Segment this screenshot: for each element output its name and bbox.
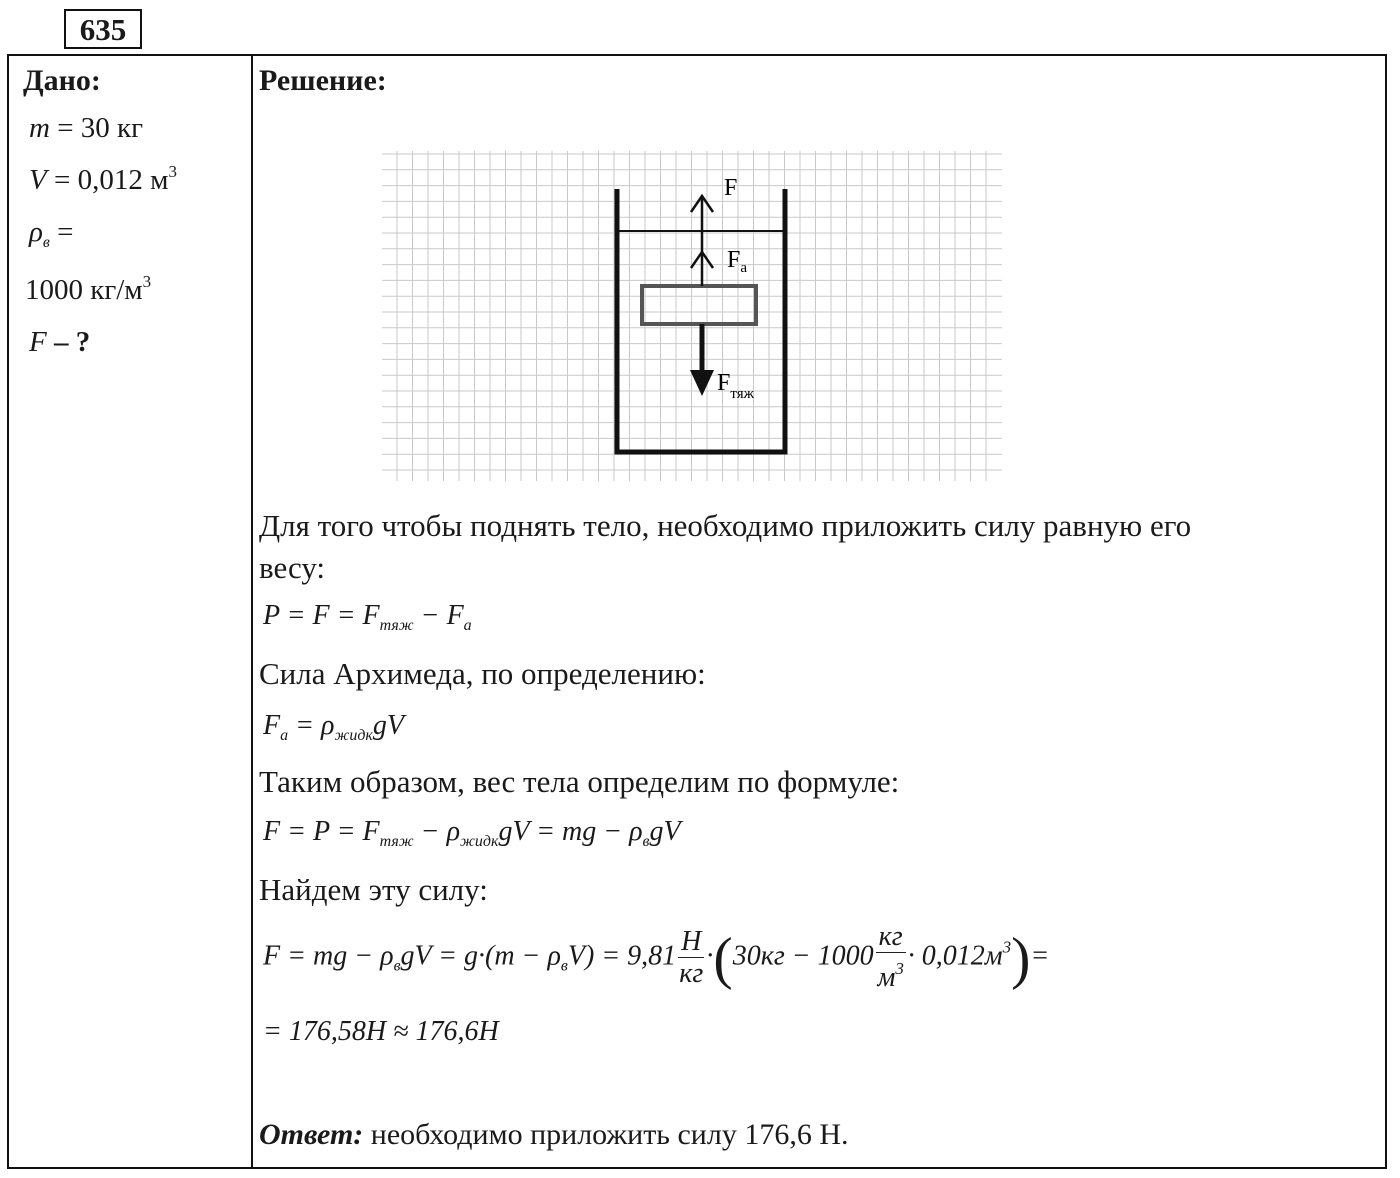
formula4-exp: 3	[1002, 937, 1012, 957]
formula-result: = 176,58H ≈ 176,6H	[263, 1016, 499, 1047]
frac1-denominator: кг	[679, 957, 704, 989]
force-diagram	[377, 146, 1007, 491]
formula2-part-c: gV	[372, 710, 405, 741]
given-density-value	[25, 272, 151, 307]
density-value: 1000 кг/м	[25, 274, 143, 306]
fraction-n-per-kg	[678, 927, 704, 990]
formula4-part-c: V) = 9,81	[567, 940, 677, 972]
formula2-sub-b: жидк	[334, 727, 373, 744]
density-symbol: ρ	[29, 216, 43, 248]
formula1-sub1: тяж	[379, 617, 414, 634]
frac1-numerator: H	[678, 927, 704, 958]
volume-exponent: 3	[168, 162, 177, 181]
frac2-denominator	[876, 953, 906, 994]
formula-calculation	[263, 922, 1049, 994]
volume-value: = 0,012 м	[53, 164, 169, 196]
submerged-body	[642, 286, 756, 324]
density-subscript: в	[42, 234, 50, 251]
frac2-denominator-base: м	[877, 962, 896, 993]
formula4-equals: =	[1030, 940, 1050, 972]
problem-number: 635	[64, 9, 142, 49]
formula3-sub3: в	[642, 833, 650, 850]
grid-paper	[382, 151, 1002, 481]
solution-column	[259, 56, 1379, 1167]
formula-force	[263, 816, 681, 851]
formula1-mid: − F	[413, 600, 464, 631]
formula3-part-a: F = P = F	[263, 816, 380, 847]
para3: Таким образом, вес тела определим по формуле:	[259, 764, 900, 799]
answer-label: Ответ:	[259, 1118, 364, 1151]
para1-line2: весу:	[259, 550, 326, 585]
label-fa: $F_a$	[727, 247, 748, 276]
frac2-denominator-exp: 3	[895, 959, 904, 978]
formula4-part-b: gV = g·(m − ρ	[400, 940, 561, 972]
formula2-part-b: = ρ	[288, 710, 335, 741]
given-header: Дано:	[23, 64, 101, 97]
mass-symbol: m	[29, 112, 50, 144]
answer	[259, 1118, 849, 1152]
given-density	[29, 216, 73, 252]
label-f: F	[724, 175, 738, 201]
mass-value: = 30 кг	[57, 112, 144, 144]
force-ft-arrowhead	[690, 370, 714, 396]
formula4-part-f: · 0,012м	[907, 940, 1003, 972]
formula4-part-a: F = mg − ρ	[263, 940, 394, 972]
find-symbol: F	[29, 326, 47, 358]
given-volume	[29, 162, 177, 197]
right-paren: )	[1011, 925, 1031, 991]
formula-weight	[263, 600, 472, 635]
given-find	[29, 326, 90, 359]
density-equals: =	[57, 216, 74, 248]
label-ftyazh: $F_{тяж}$	[717, 370, 754, 402]
formula3-part-c: gV = mg − ρ	[498, 816, 643, 847]
solution-header: Решение:	[259, 64, 387, 97]
column-divider	[251, 56, 253, 1167]
formula3-part-d: gV	[649, 816, 681, 847]
answer-text: необходимо приложить силу 176,6 Н.	[363, 1118, 849, 1151]
volume-symbol: V	[29, 164, 47, 196]
formula-archimedes	[263, 710, 404, 745]
formula4-sub2: в	[560, 957, 568, 975]
para2: Сила Архимеда, по определению:	[259, 656, 706, 691]
formula1-sub2: a	[463, 617, 472, 634]
left-paren: (	[713, 925, 733, 991]
formula2-sub-a: a	[280, 727, 289, 744]
formula3-sub2: жидк	[460, 833, 499, 850]
fraction-kg-per-m3	[876, 922, 906, 994]
formula4-part-e: 30кг − 1000	[732, 940, 874, 972]
solution-table	[7, 54, 1387, 1169]
formula3-part-b: − ρ	[413, 816, 461, 847]
find-text: – ?	[53, 326, 91, 358]
formula4-dot: ·	[706, 940, 714, 972]
formula4-sub1: в	[393, 957, 401, 975]
para1-line1: Для того чтобы поднять тело, необходимо приложить силу равную его	[259, 508, 1192, 543]
formula3-sub1: тяж	[379, 833, 414, 850]
formula1-part: P = F = F	[263, 600, 380, 631]
given-mass	[29, 112, 143, 145]
para4: Найдем эту силу:	[259, 872, 488, 907]
density-exponent: 3	[142, 272, 152, 291]
frac2-numerator: кг	[876, 922, 906, 953]
formula2-part-a: F	[263, 710, 281, 741]
